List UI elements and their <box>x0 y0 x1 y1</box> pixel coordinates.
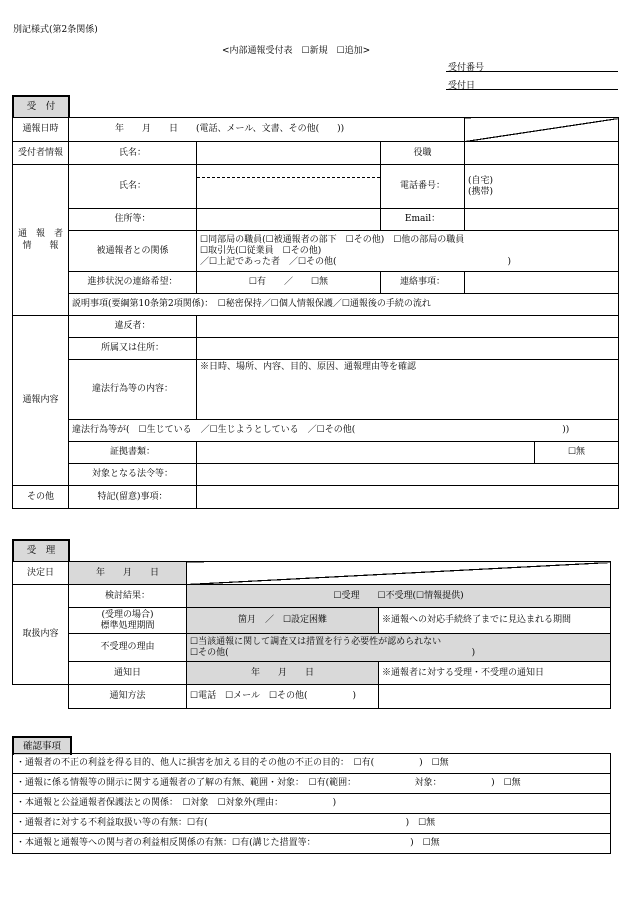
address-field[interactable] <box>197 209 381 231</box>
relation-options[interactable]: ☐同部局の職員(☐被通報者の部下 ☐その他) ☐他の部局の職員 ☐取引先(☐従業員 ☐その他) ／☐上記であった者 ／☐その他( ) <box>197 231 619 272</box>
receipt-number-label: 受付番号 <box>448 63 485 73</box>
address-label: 住所等： <box>69 209 197 231</box>
evidence-field[interactable] <box>197 442 535 464</box>
decision-date-field[interactable]: 年 月 日 <box>69 562 187 585</box>
violator-label: 違反者： <box>69 316 197 338</box>
report-datetime-label: 通報日時 <box>13 118 69 142</box>
reporter-name-field[interactable] <box>197 165 381 209</box>
confirmation-item[interactable]: ・本通報と公益通報者保護法との関係： ☐対象 ☐対象外(理由： ) <box>13 794 611 814</box>
receipt-number-field[interactable] <box>446 60 618 72</box>
reporter-info-label: 通 報 者 情 報 <box>13 165 69 316</box>
standard-period-field[interactable]: 箇月 ／ ☐設定困難 <box>187 608 379 634</box>
explanation-items[interactable]: 説明事項(要綱第10条第2項関係)： ☐秘密保持／☐個人情報保護／☐通報後の手続の流れ <box>69 294 619 316</box>
section-acceptance-title: 受 理 <box>12 539 70 561</box>
violator-field[interactable] <box>197 316 619 338</box>
email-label: Email： <box>381 209 465 231</box>
section-confirmation-title: 確認事項 <box>12 736 72 755</box>
receipt-date-field[interactable] <box>446 78 618 90</box>
relation-label: 被通報者との関係 <box>69 231 197 272</box>
receiver-info-label: 受付者情報 <box>13 142 69 165</box>
violation-status-options[interactable]: 違法行為等が( ☐生じている ／☐生じようとしている ／☐その他( )) <box>69 420 619 442</box>
receipt-date-label: 受付日 <box>448 81 476 91</box>
notice-date-note: ※通報者に対する受理・不受理の通知日 <box>379 662 611 685</box>
notice-date-label: 通知日 <box>69 662 187 685</box>
other-label: その他 <box>13 486 69 509</box>
phone-label: 電話番号： <box>381 165 465 209</box>
evidence-none-checkbox[interactable]: ☐無 <box>535 442 619 464</box>
affiliation-label: 所属又は住所： <box>69 338 197 360</box>
notice-date-field[interactable]: 年 月 日 <box>187 662 379 685</box>
appendix-label: 別記様式(第2条関係) <box>13 25 98 35</box>
diagonal-cell <box>187 562 611 585</box>
decision-date-label: 決定日 <box>13 562 69 585</box>
acceptance-table <box>12 561 611 709</box>
evidence-label: 証拠書類： <box>69 442 197 464</box>
furigana-line <box>197 165 380 178</box>
receiver-name-field[interactable] <box>197 142 381 165</box>
law-field[interactable] <box>197 464 619 486</box>
violation-content-field[interactable]: ※日時、場所、内容、目的、原因、通報理由等を確認 <box>197 360 619 420</box>
law-label: 対象となる法令等： <box>69 464 197 486</box>
progress-contact-options[interactable]: ☐有 ／ ☐無 <box>197 272 381 294</box>
progress-contact-label: 進捗状況の連絡希望： <box>69 272 197 294</box>
report-content-label: 通報内容 <box>13 316 69 486</box>
confirmation-item[interactable]: ・通報者に対する不利益取扱い等の有無：☐有( ) ☐無 <box>13 814 611 834</box>
diagonal-cell <box>465 118 619 142</box>
review-result-label: 検討結果： <box>69 585 187 608</box>
report-datetime-field[interactable]: 年 月 日 (電話、メール、文書、その他( )) <box>69 118 465 142</box>
standard-period-note: ※通報への対応手続終了までに見込まれる期間 <box>379 608 611 634</box>
handling-label: 取扱内容 <box>13 585 69 685</box>
confirmation-item[interactable]: ・本通報と通報等への関与者の利益相反関係の有無：☐有(講じた措置等： ) ☐無 <box>13 834 611 854</box>
rejection-reason-options[interactable]: ☐当該通報に関して調査又は措置を行う必要性が認められない ☐その他( ) <box>187 634 611 662</box>
contact-note-label: 連絡事項： <box>381 272 465 294</box>
confirmation-item[interactable]: ・通報に係る情報等の開示に関する通報者の了解の有無、範囲・対象： ☐有(範囲： 対象： ) ☐無 <box>13 774 611 794</box>
contact-note-field[interactable] <box>465 272 619 294</box>
phone-field[interactable]: (自宅) (携帯) <box>465 165 619 209</box>
email-field[interactable] <box>465 209 619 231</box>
reporter-name-label: 氏名： <box>69 165 197 209</box>
review-result-options[interactable]: ☐受理 ☐不受理(☐情報提供) <box>187 585 611 608</box>
confirmation-item[interactable]: ・通報者の不正の利益を得る目的、他人に損害を加える目的その他の不正の目的： ☐有( ) ☐無 <box>13 754 611 774</box>
section-reception-title: 受 付 <box>12 95 70 117</box>
special-note-label: 特記(留意)事項： <box>69 486 197 509</box>
rejection-reason-label: 不受理の理由 <box>69 634 187 662</box>
affiliation-field[interactable] <box>197 338 619 360</box>
notice-method-options[interactable]: ☐電話 ☐メール ☐その他( ) <box>187 685 379 709</box>
receiver-name-label: 氏名： <box>69 142 197 165</box>
form-title: <内部通報受付表 ☐新規 ☐追加> <box>222 46 371 56</box>
notice-method-label: 通知方法 <box>69 685 187 709</box>
receiver-position-field[interactable] <box>465 142 619 165</box>
reception-table <box>12 117 619 509</box>
blank-cell <box>13 685 69 709</box>
confirmation-table <box>12 753 611 854</box>
notice-method-extra[interactable] <box>379 685 611 709</box>
standard-period-label: (受理の場合) 標準処理期間 <box>69 608 187 634</box>
violation-content-label: 違法行為等の内容： <box>69 360 197 420</box>
special-note-field[interactable] <box>197 486 619 509</box>
receiver-position-label: 役職 <box>381 142 465 165</box>
